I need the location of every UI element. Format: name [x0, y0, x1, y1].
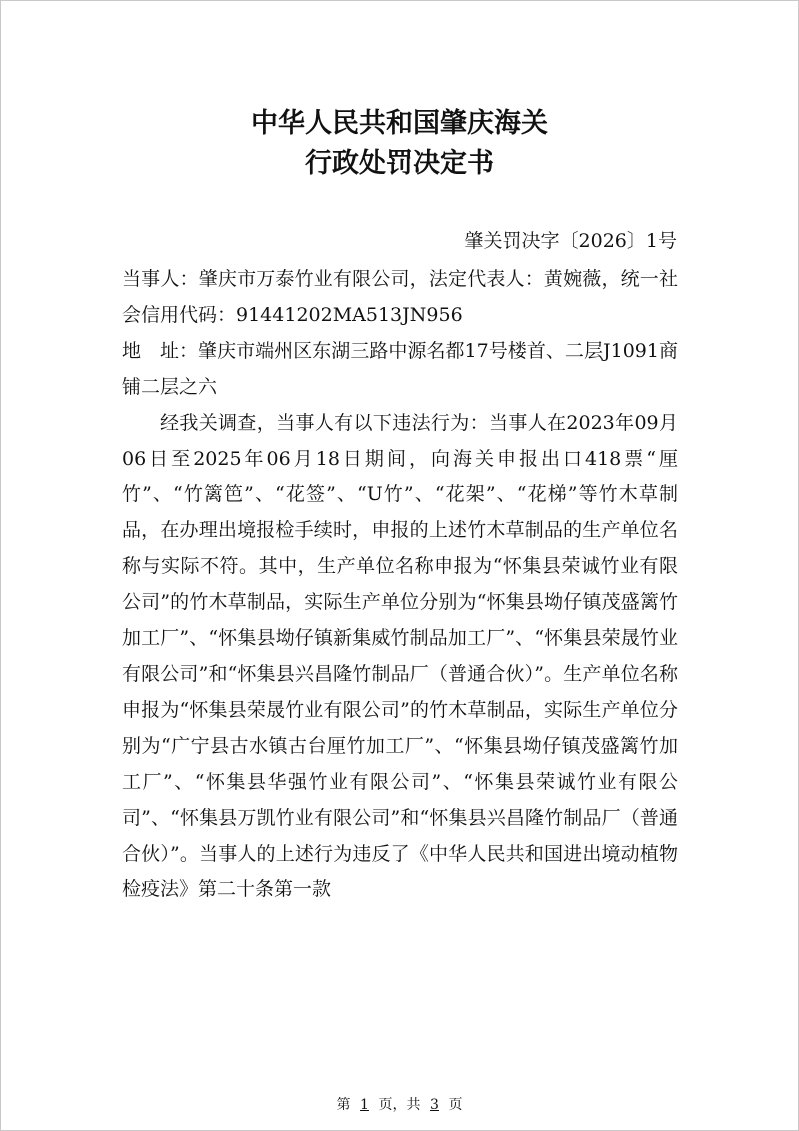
- investigation-paragraph: 经我关调查，当事人有以下违法行为：当事人在2023年09月06日至2025年06月18日期间，向海关申报出口418票“厘竹”、“竹篱笆”、“花签”、“U竹”、“花架”、“花梯”等竹木草制品，在办理出境报检手续时，申报的上述竹木草制品的生产单位名称与实际不符。其中，生产单位名称申报为“怀集县荣诚竹业有限公司”的竹木草制品，实际生产单位分别为“怀集县坳仔镇茂盛篱竹加工厂”、“怀集县坳仔镇新集威竹制品加工厂”、“怀集县荣晟竹业有限公司”和“怀集县兴昌隆竹制品厂（普通合伙）”。生产单位名称申报为“怀集县荣晟竹业有限公司”的竹木草制品，实际生产单位分别为“广宁县古水镇古台厘竹加工厂”、“怀集县坳仔镇茂盛篱竹加工厂”、“怀集县华强竹业有限公司”、“怀集县荣诚竹业有限公司”、“怀集县万凯竹业有限公司”和“怀集县兴昌隆竹制品厂（普通合伙）”。当事人的上述行为违反了《中华人民共和国进出境动植物检疫法》第二十条第一款: [122, 411, 678, 901]
- page-total: 3: [430, 1097, 439, 1113]
- page-current: 1: [360, 1097, 369, 1113]
- address-label: 地 址：: [122, 339, 199, 362]
- title-line-1: 中华人民共和国肇庆海关: [251, 108, 548, 139]
- page-prefix: 第: [336, 1097, 351, 1113]
- document-body: [122, 262, 678, 908]
- address-paragraph: [122, 334, 678, 406]
- address-value: 肇庆市端州区东湖三路中源名都17号楼首、二层J1091商铺二层之六: [122, 339, 678, 398]
- document-title: [0, 104, 799, 184]
- document-number: 肇关罚决字〔2026〕1号: [464, 230, 677, 252]
- page-suffix: 页: [448, 1097, 463, 1113]
- party-info: 当事人：肇庆市万泰竹业有限公司，法定代表人：黄婉薇，统一社会信用代码：91441202MA513JN956: [122, 268, 678, 326]
- page-middle: 页，共: [378, 1097, 421, 1113]
- title-line-2: 行政处罚决定书: [305, 148, 494, 179]
- page-footer: [0, 1095, 799, 1115]
